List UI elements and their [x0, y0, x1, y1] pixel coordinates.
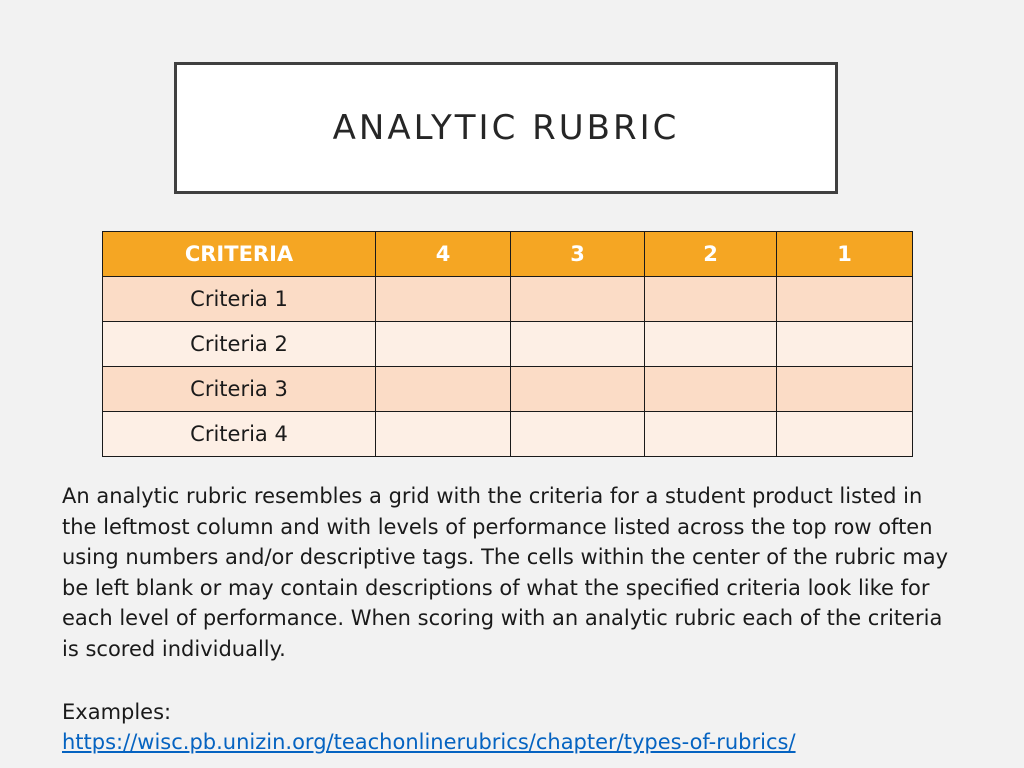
header-criteria: CRITERIA [103, 232, 376, 277]
empty-cell [511, 367, 645, 412]
examples-label: Examples: [62, 700, 172, 724]
empty-cell [376, 367, 511, 412]
header-level-3: 3 [511, 232, 645, 277]
criteria-cell: Criteria 2 [103, 322, 376, 367]
criteria-cell: Criteria 4 [103, 412, 376, 457]
empty-cell [777, 277, 913, 322]
title-box [174, 62, 838, 194]
table-header-row [103, 232, 913, 277]
table-row [103, 322, 913, 367]
criteria-cell: Criteria 1 [103, 277, 376, 322]
empty-cell [777, 412, 913, 457]
slide-title: ANALYTIC RUBRIC [332, 108, 680, 148]
header-level-4: 4 [376, 232, 511, 277]
empty-cell [511, 412, 645, 457]
empty-cell [777, 322, 913, 367]
empty-cell [511, 277, 645, 322]
empty-cell [645, 322, 777, 367]
empty-cell [511, 322, 645, 367]
table-row [103, 277, 913, 322]
header-level-1: 1 [777, 232, 913, 277]
table-row [103, 367, 913, 412]
empty-cell [376, 412, 511, 457]
body-paragraph [62, 481, 962, 665]
examples-link[interactable]: https://wisc.pb.unizin.org/teachonlinerubrics/chapter/types-of-rubrics/ [62, 730, 796, 754]
criteria-cell: Criteria 3 [103, 367, 376, 412]
empty-cell [777, 367, 913, 412]
rubric-table [102, 231, 913, 457]
empty-cell [376, 277, 511, 322]
empty-cell [645, 367, 777, 412]
empty-cell [645, 412, 777, 457]
table-row [103, 412, 913, 457]
body-text: An analytic rubric resembles a grid with the criteria for a student product listed in the leftmost column and with levels of performance listed across the top row often using numbers and/or descriptive tags. The cells within the center of the rubric may be left blank or may contain descriptions of what the specified criteria look like for each level of performance. When scoring with an analytic rubric each of the criteria is scored individually. [62, 484, 949, 661]
header-level-2: 2 [645, 232, 777, 277]
empty-cell [645, 277, 777, 322]
empty-cell [376, 322, 511, 367]
